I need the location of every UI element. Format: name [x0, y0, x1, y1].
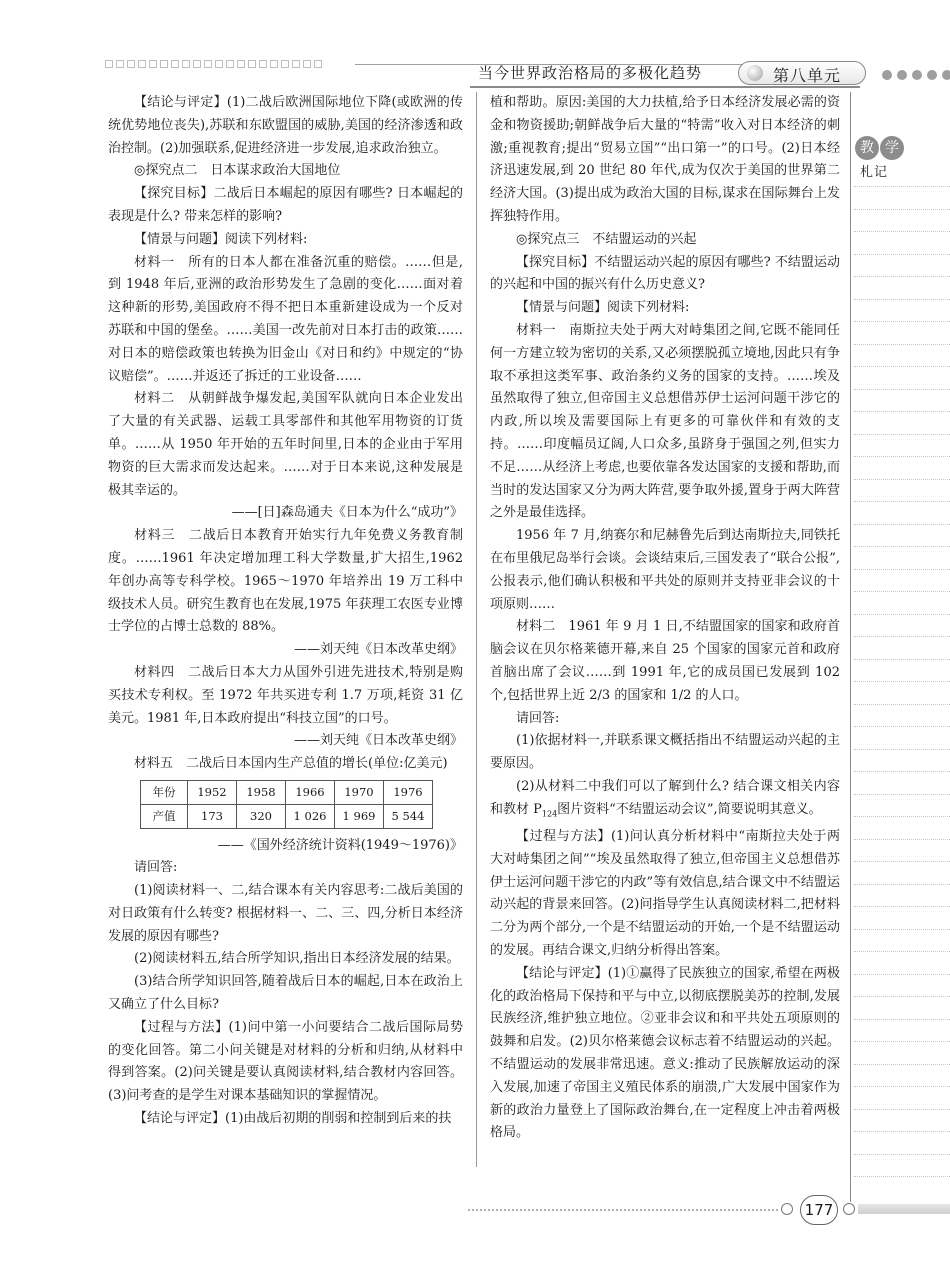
note-line [854, 681, 950, 682]
inquiry-goal-3: 【探究目标】不结盟运动兴起的原因有哪些? 不结盟运动的兴起和中国的振兴有什么历史意义? [490, 254, 840, 293]
note-line [854, 1019, 950, 1020]
question-2-2: (2)阅读材料五,结合所学知识,指出日本经济发展的结果。 [134, 951, 460, 967]
note-line [854, 1154, 950, 1155]
note-line [854, 434, 950, 435]
table-cell: 产值 [141, 804, 188, 828]
material-4-source: ——刘天纯《日本改革史纲》 [293, 733, 463, 749]
table-cell: 1958 [237, 780, 286, 804]
note-line [854, 974, 950, 975]
note-line [854, 816, 950, 817]
note-line [854, 1109, 950, 1110]
footer-small-circle [781, 1203, 793, 1215]
material-5-caption: 材料五 二战后日本国内生产总值的增长(单位:亿美元) [134, 756, 448, 772]
note-line [854, 569, 950, 570]
material-3-source: ——刘天纯《日本改革史纲》 [293, 642, 463, 658]
header-dots-decoration [882, 70, 950, 80]
material-5-source: ——《国外经济统计资料(1949～1976)》 [217, 837, 463, 853]
footer-small-circle-right [843, 1203, 855, 1215]
right-column [490, 92, 840, 1145]
question-2-1: (1)阅读材料一、二,结合课本有关内容思考:二战后美国的对日政策有什么转变? 根据材料一、二、三、四,分析日本经济发展的原因有哪些? [108, 883, 463, 944]
scenario-intro-2: 【情景与问题】阅读下列材料: [134, 231, 308, 247]
scenario-intro-3: 【情景与问题】阅读下列材料: [516, 300, 690, 316]
question-2-3: (3)结合所学知识回答,随着战后日本的崛起,日本在政治上又确立了什么目标? [108, 974, 463, 1013]
notes-caption: 札记 [860, 165, 889, 180]
questions-intro-2: 请回答: [134, 860, 178, 876]
page-ref-subscript: 124 [541, 809, 558, 819]
note-line [854, 1131, 950, 1132]
note-line [854, 366, 950, 367]
note-line [854, 254, 950, 255]
table-cell: 1 969 [335, 804, 384, 828]
unit-badge [738, 61, 866, 85]
inquiry-goal-2: 【探究目标】二战后日本崛起的原因有哪些? 日本崛起的表现是什么? 带来怎样的影响? [108, 186, 463, 224]
material-2-source: ——[日]森岛通夫《日本为什么“成功”》 [231, 505, 463, 521]
note-line [854, 186, 950, 187]
note-line [854, 456, 950, 457]
left-column [108, 92, 463, 1131]
note-line [854, 794, 950, 795]
note-line [854, 861, 950, 862]
note-line [854, 411, 950, 412]
note-line [854, 479, 950, 480]
unit-label: 第八单元 [773, 66, 842, 85]
note-line [854, 704, 950, 705]
nam-material-2: 材料二 1961 年 9 月 1 日,不结盟国家的国家和政府首脑会议在贝尔格莱德开幕,来自 25 个国家的国家元首和政府首脑出席了会议……到 1991 年,它的成员国已发展到 102 个,包括世界上近 2/3 的国家和 1/2 的人口。 [490, 619, 840, 703]
note-line [854, 771, 950, 772]
unit-dot-icon [747, 65, 763, 81]
note-line [854, 951, 950, 952]
question-3-2 [490, 776, 840, 826]
footer-dotted-line [468, 1209, 778, 1211]
inquiry-point-2-heading: ◎探究点二 日本谋求政治大国地位 [134, 163, 341, 179]
material-3: 材料三 二战后日本教育开始实行九年免费义务教育制度。……1961 年决定增加理工科大学数量,扩大招生,1962 年创办高等专科学校。1965～1970 年培养出 19 万工科中级技术人员。研究生教育也在发展,1975 年获理工农医专业博士学位的占博士总数的 88%。 [108, 528, 463, 635]
note-line [854, 726, 950, 727]
note-line [854, 839, 950, 840]
note-line [854, 749, 950, 750]
note-line [854, 659, 950, 660]
table-cell: 1976 [384, 780, 433, 804]
note-line [854, 209, 950, 210]
table-cell: 5 544 [384, 804, 433, 828]
table-row [141, 804, 433, 828]
inquiry-point-3-heading: ◎探究点三 不结盟运动的兴起 [516, 231, 697, 247]
note-line [854, 501, 950, 502]
question-3-2-part-b: 图片资料“不结盟运动会议”,简要说明其意义。 [557, 801, 822, 817]
table-cell: 1970 [335, 780, 384, 804]
note-line [854, 231, 950, 232]
table-cell: 1 026 [286, 804, 335, 828]
table-cell: 1966 [286, 780, 335, 804]
note-line [854, 591, 950, 592]
note-line [854, 906, 950, 907]
note-line [854, 996, 950, 997]
note-line [854, 1041, 950, 1042]
note-line [854, 546, 950, 547]
footer-bar [858, 1204, 950, 1214]
table-cell: 年份 [141, 780, 188, 804]
note-line [854, 636, 950, 637]
note-line [854, 524, 950, 525]
note-line [854, 929, 950, 930]
method-2: 【过程与方法】(1)问中第一小问要结合二战后国际局势的变化回答。第二小问关键是对材料的分析和归纳,从材料中得到答案。(2)问关键是要认真阅读材料,结合教材内容回答。(3)问考查的是学生对课本基础知识的掌握情况。 [108, 1019, 463, 1104]
question-3-2-part-a: (2)从材料二中我们可以了解到什么? 结合课文相关内容和教材 P [490, 778, 840, 817]
teaching-badge-2: 学 [880, 136, 904, 160]
question-3-1: (1)依据材料一,并联系课文概括指出不结盟运动兴起的主要原因。 [490, 733, 840, 772]
note-line [854, 321, 950, 322]
conclusion-3: 【结论与评定】(1)①赢得了民族独立的国家,希望在两极化的政治格局下保持和平与中立,以彻底摆脱美苏的控制,发展民族经济,维护独立地位。②亚非会议和和平共处五项原则的鼓舞和启发。(2)贝尔格莱德会议标志着不结盟运动的兴起。不结盟运动的发展非常迅速。意义:推动了民族解放运动的深入发展,加速了帝国主义殖民体系的崩溃,广大发展中国家作为新的政治力量登上了国际政治舞台,在一定程度上冲击着两极格局。 [490, 965, 840, 1141]
note-line [854, 1086, 950, 1087]
note-line [854, 389, 950, 390]
page-number: 177 [800, 1195, 838, 1225]
nam-material-1-continued: 1956 年 7 月,纳赛尔和尼赫鲁先后到达南斯拉夫,同铁托在布里俄尼岛举行会谈。会谈结束后,三国发表了“联合公报”,公报表示,他们确认积极和平共处的原则并支持亚非会议的十项原则…… [490, 528, 840, 612]
note-line [854, 299, 950, 300]
note-line [854, 1064, 950, 1065]
conclusion-2-start: 【结论与评定】(1)由战后初期的削弱和控制到后来的扶 [134, 1111, 452, 1127]
note-line [854, 344, 950, 345]
header-rule-bottom [470, 86, 860, 88]
nam-material-1: 材料一 南斯拉夫处于两大对峙集团之间,它既不能同任何一方建立较为密切的关系,又必须摆脱孤立境地,因此只有争取不承担这类军事、政治条约义务的国家的支持。……埃及虽然取得了独立,但帝国主义总想借苏伊士运河问题干涉它的内政,所以埃及需要国际上有更多的可靠伙伴和有效的支持。……印度幅员辽阔,人口众多,虽跻身于强国之列,但实力不足……从经济上考虑,也要依靠各发达国家的支援和帮助,而当时的发达国家又分为两大阵营,要争取外援,置身于两大阵营之外是最佳选择。 [490, 322, 840, 521]
questions-intro-3: 请回答: [516, 710, 560, 726]
header-square-decoration [105, 60, 322, 68]
note-line [854, 276, 950, 277]
chapter-title: 当今世界政治格局的多极化趋势 [478, 64, 703, 82]
note-line [854, 884, 950, 885]
material-2: 材料二 从朝鲜战争爆发起,美国军队就向日本企业发出了大量的有关武器、运载工具零部件和其他军用物资的订货单。……从 1950 年开始的五年时间里,日本的企业由于军用物资的巨大需求而发达起来。……对于日本来说,这种发展是极其幸运的。 [108, 391, 463, 498]
material-4: 材料四 二战后日本大力从国外引进先进技术,特别是购买技术专利权。至 1972 年共买进专利 1.7 万项,耗资 31 亿美元。1981 年,日本政府提出“科技立国”的口号。 [108, 664, 463, 726]
note-line [854, 1176, 950, 1177]
table-cell: 173 [188, 804, 237, 828]
teaching-badge-1: 教 [855, 136, 879, 160]
method-3: 【过程与方法】(1)问认真分析材料中“南斯拉夫处于两大对峙集团之间”“埃及虽然取得了独立,但帝国主义总想借苏伊士运河问题干涉它的内政”等有效信息,结合课文中不结盟运动兴起的背景来回答。(2)问指导学生认真阅读材料二,把材料二分为两个部分,一个是不结盟运动的开始,一个是不结盟运动的发展。再结合课文,归纳分析得出答案。 [490, 829, 840, 959]
column-divider [476, 92, 477, 1167]
conclusion-2-continued: 植和帮助。原因:美国的大力扶植,给予日本经济发展必需的资金和物资援助;朝鲜战争后大量的“特需”收入对日本经济的刺激;重视教育;提出“贸易立国”“出口第一”的口号。(2)日本经济迅速发展,到 20 世纪 80 年代,成为仅次于美国的世界第二经济大国。(3)提出成为政治大国的目标,谋求在国际舞台上发挥独特作用。 [490, 95, 840, 224]
conclusion-1: 【结论与评定】(1)二战后欧洲国际地位下降(或欧洲的传统优势地位丧失),苏联和东欧盟国的威胁,美国的经济渗透和政治控制。(2)加强联系,促进经济进一步发展,追求政治独立。 [108, 95, 463, 156]
note-line [854, 614, 950, 615]
material-1: 材料一 所有的日本人都在准备沉重的赔偿。……但是,到 1948 年后,亚洲的政治形势发生了急剧的变化……面对着这种新的形势,美国政府不得不把日本重新建设成为一个反对苏联和中国的堡垒。……美国一改先前对日本打击的政策……对日本的赔偿政策也转换为旧金山《对日和约》中规定的“协议赔偿”。……并返还了拆迁的工业设备…… [108, 254, 463, 384]
table-cell: 320 [237, 804, 286, 828]
notes-margin-rule [850, 92, 851, 1202]
gdp-table [140, 780, 433, 829]
table-cell: 1952 [188, 780, 237, 804]
table-row [141, 780, 433, 804]
